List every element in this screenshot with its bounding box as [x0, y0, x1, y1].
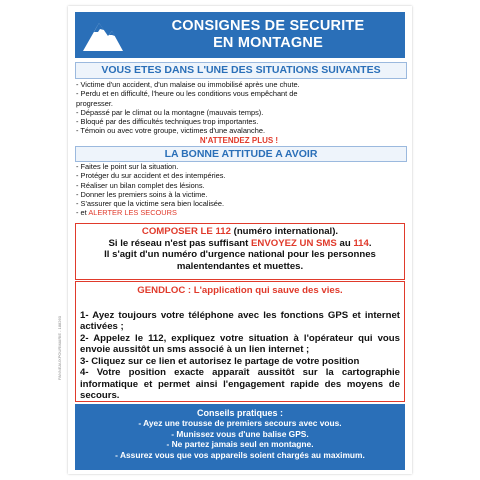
page-title: [133, 18, 403, 52]
section1-title: VOUS ETES DANS L'UNE DES SITUATIONS SUIVANTES: [75, 62, 407, 79]
tips-box: [75, 404, 405, 470]
call-line-2-b: au: [336, 237, 354, 249]
tip-item: - Ne partez jamais seul en montagne.: [166, 439, 314, 450]
call-line-1: [76, 226, 404, 238]
list-item: - Bloqué par des difficultés techniques trop importantes.: [76, 117, 259, 127]
gendloc-step: 4- Votre position exacte apparaît aussitôt sur la cartographie informatique et permet ainsi l'engagement rapide des moyens de secours.: [80, 367, 400, 401]
call-line-1-rest: (numéro international).: [230, 226, 339, 237]
list-item: - Donner les premiers soins à la victime.: [76, 189, 208, 199]
gendloc-title: GENDLOC : L'application qui sauve des vies.: [137, 285, 343, 296]
tip-item: - Munissez vous d'une balise GPS.: [171, 428, 309, 439]
attitude-list: [76, 162, 402, 218]
list-item: - Perdu et en difficulté, l'heure ou les conditions vous empêchant de: [76, 89, 298, 99]
list-item: - Protéger du sur accident et des intempéries.: [76, 171, 226, 181]
alert-text: N'ATTENDEZ PLUS !: [199, 135, 279, 145]
header-banner: [75, 12, 405, 58]
tips-list: [75, 418, 405, 460]
gendloc-step: 3- Cliquez sur ce lien et autorisez le partage de votre position: [80, 355, 360, 367]
list-item: - Témoin ou avec votre groupe, victimes d'une avalanche.: [76, 126, 266, 136]
gendloc-steps: [76, 310, 404, 402]
call-line-2-a: Si le réseau n'est pas suffisant: [108, 237, 251, 249]
gendloc-step: 1- Ayez toujours votre téléphone avec les fonctions GPS et internet activées ;: [80, 309, 400, 332]
tip-item: - Assurez vous que vos appareils soient chargés au maximum.: [115, 449, 365, 460]
list-item: - S'assurer que la victime sera bien localisée.: [76, 199, 225, 209]
side-code: PANNEAUXPOURMAIRIE - 188260: [57, 316, 62, 380]
list-item: - Victime d'un accident, d'un malaise ou immobilisé après une chute.: [76, 80, 300, 89]
emergency-call-box: [75, 223, 405, 280]
call-number-text: COMPOSER LE 112: [141, 226, 231, 237]
alert-rescue-text: ALERTER LES SECOURS: [88, 208, 177, 218]
call-line-3: Il s'agit d'un numéro d'urgence national pour les personnes: [104, 249, 376, 260]
list-item: - Dépassé par le climat ou la montagne (mauvais temps).: [76, 107, 264, 117]
section2-title: LA BONNE ATTITUDE A AVOIR: [75, 146, 407, 162]
list-item: progresser.: [76, 98, 113, 108]
list-item: - Faites le point sur la situation.: [76, 162, 179, 171]
list-item-prefix: - et: [76, 208, 89, 218]
call-line-2: [76, 238, 404, 250]
tip-item: - Ayez une trousse de premiers secours avec vous.: [138, 418, 342, 429]
mountain-icon: [81, 18, 125, 54]
gendloc-step: 2- Appelez le 112, expliquez votre situation à l'opérateur qui vous envoie aussitôt un sms associé à un lien internet ;: [80, 332, 400, 355]
list-item: - Réaliser un bilan complet des lésions.: [76, 180, 205, 190]
title-line-2: EN MONTAGNE: [213, 35, 323, 51]
gendloc-box: [75, 281, 405, 402]
call-line-2-c: .: [368, 237, 372, 249]
title-line-1: CONSIGNES DE SECURITE: [171, 18, 365, 34]
situations-list: [76, 80, 402, 145]
call-line-4: malentendantes et muettes.: [176, 260, 304, 272]
sms-number: 114: [353, 237, 369, 249]
list-item: [76, 208, 402, 217]
tips-title: Conseils pratiques :: [196, 408, 284, 418]
sms-text: ENVOYEZ UN SMS: [251, 237, 337, 249]
